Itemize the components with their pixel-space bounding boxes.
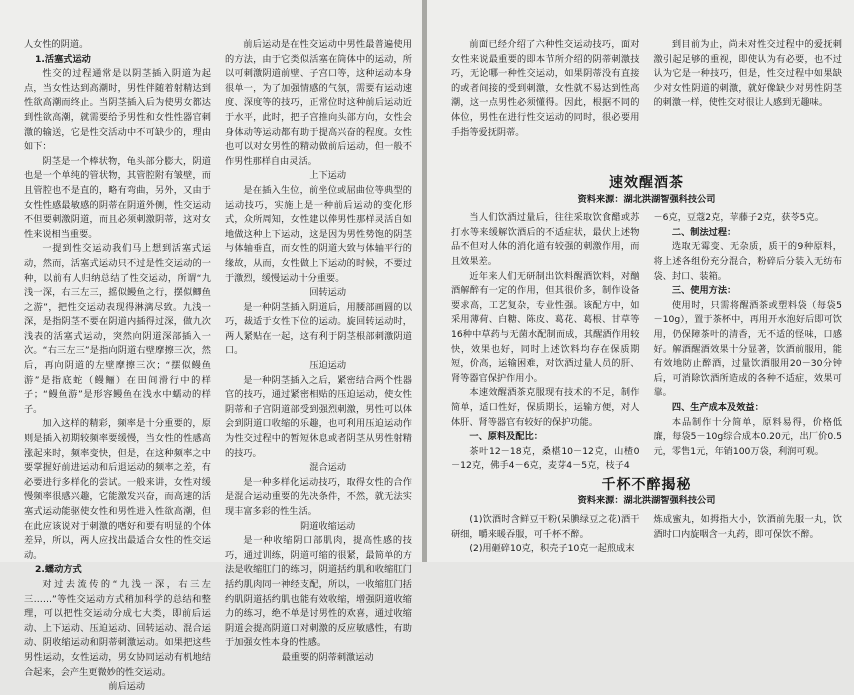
paragraph: 茶叶12－18克，桑椹10－12克，山楂0－12克，佛手4－6克，麦芽4－5克，枝子4 xyxy=(451,445,640,472)
paragraph: 一提到性交运动我们马上想到活塞式运动，然而，活塞式运动只不过是性交运动的一种，以前有人归纳总结了性交运动，所谓“九浅一深，右三左三，摇似鳗鱼之行，摆似鲫鱼之游”，把性交运动表现得淋漓尽致。九浅一深，是指阴茎不要在阴道内插得过深，做九次浅表的活塞式运动，突然向阴道深部插入一次。“右三左三”是指向阴道右壁摩擦三次，然后，再向阴道的左壁摩擦三次；“摆似鳗鱼游”是指底蛇（鳗鲡）在田间滑行中的样子；“鳗鱼游”是形容鳗鱼在浅水中蠕动的样子。 xyxy=(24,243,211,415)
article-column-2 xyxy=(654,513,843,557)
paragraph: 是一种收缩阴口部肌肉，提高性感的技巧，通过训练，阴道可缩的很紧，最简单的方法是收缩肛门的练习，阴道括约肌和收缩肛门括约肌肉同一神经支配，所以，一收缩肛门括约肌阴道括约肌也能有效收缩，增强阴道收缩力的练习，绝不单是讨男性的欢喜，通过收缩阴道会提高阴道口对刺激的反应敏感性，有助于加强女性本身的性感。 xyxy=(225,535,412,649)
article-title: 速效醒酒茶 xyxy=(609,175,684,191)
section-heading: 1.活塞式运动 xyxy=(35,53,91,65)
right-top-column-2 xyxy=(654,38,843,172)
article-column-1 xyxy=(451,513,640,557)
paragraph: 本品制作十分简单，原料易得，价格低廉，每袋5－10g综合成本0.20元，出厂价0.5元，零售1元，年销100万袋，利润可观。 xyxy=(653,416,842,457)
subsection-heading: 阴道收缩运动 xyxy=(300,520,356,532)
paragraph: 选取无霉变、无杂质，质干的9种原料，将上述各组份充分混合，粉碎后分装入无纺布袋、封口、装箱。 xyxy=(653,241,842,282)
left-column-2 xyxy=(225,38,412,663)
paragraph: (1)饮酒时含鲜豆干粉(呆腆绿豆之花)酒干研细，嚼来暖吞服，可千杯不醉。 xyxy=(451,514,640,540)
paragraph: 阴茎是一个棒状物，龟头部分膨大，阴道也是一个单纯的管状物，其管腔附有皱壁，而且管腔也不是直的，略有弯曲，另外，又由于女性性感最敏感的阴蒂在阴道外侧，性交运动不但要刺激阴道，而且必须刺激阴蒂，这对女性来说相当重要。 xyxy=(24,155,211,240)
paragraph: 是一种多样化运动技巧，取得女性的合作是混合运动重要的先决条件，不然，就无法实现丰富多彩的性生活。 xyxy=(225,476,412,517)
paragraph: 炼成蜜丸，如拇指大小，饮酒前先服一丸，饮酒时口内旋咽含一丸药，即可保饮不醉。 xyxy=(653,514,842,540)
right-top-section xyxy=(451,38,842,172)
subsection-heading: 回转运动 xyxy=(309,287,347,299)
article-source: 资料来源：湖北洪湖智强科技公司 xyxy=(577,495,716,507)
right-page xyxy=(427,0,854,562)
paragraph: －6克，豆蔻2克，苹藤子2克，获苓5克。 xyxy=(653,212,824,224)
subsection-heading: 压迫运动 xyxy=(309,360,347,372)
paragraph: 人女性的阴道。 xyxy=(24,39,89,50)
paragraph: 对过去流传的“九浅一深，右三左三……”等性交运动方式稍加科学的总结和整理，可以把性交运动分成七大类，即前后运动、上下运动、压迫运动、回转运动、混合运动、阴收缩运动和阴蒂刺激运动。如果把这些男性运动，女性运动，男女协同运动有机地结合起来，会产生更微妙的性交运动。 xyxy=(24,578,211,678)
article-body xyxy=(451,211,842,474)
paragraph: 是一种阴茎插入阴道后，用腰部画圆的以巧，裁适于女性下位的运动。旋回转运动时，两人紧贴在一起，这有利于阴茎根部刺激阴道口。 xyxy=(225,301,412,357)
paragraph: (2)用砸碎10克，积壳子10克一起煎成末 xyxy=(469,543,635,555)
article-thousand-cups xyxy=(451,478,842,557)
article-column-1 xyxy=(451,211,640,474)
paragraph: 到目前为止，尚未对性交过程中的爱抚刺激引起足够的重视，即使认为有必要，也不过认为它是一种技巧，但是，性交过程中如果缺少对女性阴道的刺激，就好像缺少对男性阴茎的刺激一样，使性交对很让人感到无趣味。 xyxy=(653,39,842,109)
section-heading: 三、使用方法： xyxy=(671,285,737,297)
section-heading: 二、制法过程： xyxy=(671,226,737,238)
subsection-heading: 混合运动 xyxy=(309,462,347,474)
subsection-heading: 上下运动 xyxy=(309,170,347,182)
paragraph: 性交的过程通常是以阴茎插入阴道为起点，当女性达到高潮时，男性伴随着射精达到性欲高潮而终止。当阴茎插入后为使男女都达到性欲高潮，就需要给予男性和女性性器官刺激的输送，它是性交活动中不可缺少的，理由如下： xyxy=(24,68,211,153)
article-hangover-tea xyxy=(451,176,842,474)
article-body xyxy=(451,513,842,557)
paragraph: 使用时，只需将醒酒茶或塑料袋（每袋5－10g），置于茶杯中，再用开水泡好后即可饮用，仍保障茶叶的清香，无不适的怪味，口感好。解酒醒酒效果十分显著，饮酒前服用，能有效地防止醉酒，过量饮酒服用20－30分钟后，可消除饮酒所造成的各种不适症，效果可靠。 xyxy=(653,299,842,399)
paragraph: 近年来人们无研制出饮料醒酒饮料，对酗酒解醉有一定的作用，但其很价多，制作设备要求高，工艺复杂，专业性强。该配方中，如采用薄荷、白糖、陈皮、葛花、葛根、甘草等16种中草药与无菌水配制而成，其醒酒作用较快，效果也好，同时上述饮料均存在保质期短，价高，运输困难，对饮酒过量人员的肝、肾等器官保护作用小。 xyxy=(451,270,640,384)
section-heading: 2.蠕动方式 xyxy=(35,564,82,576)
paragraph: 当人们饮酒过量后，往往采取饮食醋或苏打水等来缓解饮酒后的不适症状，最伏上述物品不但对人体的消化道有较强的刺激作用，而且效果差。 xyxy=(451,212,640,267)
subsection-heading: 最重要的阴蒂刺激运动 xyxy=(281,651,374,663)
article-source: 资料来源：湖北洪湖智强科技公司 xyxy=(577,193,716,205)
section-heading: 四、生产成本及效益： xyxy=(671,401,764,413)
article-title: 千杯不醉揭秘 xyxy=(601,476,692,493)
paragraph: 加入这样的精彩，频率是十分重要的，原则是插入初期较频率要缓慢，当女性的性感高涨起来时，频率变快，但是，在这种频率之中要掌握好前进运动和后退运动的频率之差，有必要进行多样化的尝试。一般来讲，女性对缓慢频率很感兴趣，它能激发兴奋，而高速的活塞式运动能驱使女性和男性进入性欲高潮，但在此应该说对于刺激的嗜好和要有明显的个体差异，所以，两人应找出最适合女性的性交运动。 xyxy=(24,418,211,561)
paragraph: 前后运动是在性交运动中男性最普遍使用的方法，由于它类似活塞在筒体中的运动，所以可刺激阴道前壁、子宫口等，这种运动本身很单一，为了加强情感的气氛，需要有运动速度、深度等的技巧，正常位时这种前后运动近于水平，此时，把子宫推向头部方向，女性会身体动等运动都有助于提高兴奋的程度。女性也可以对女男性的精动做前后运动，但一般不作男性那样自由灵活。 xyxy=(225,39,412,167)
paragraph: 是在插入生位，前坐位或屈曲位等典型的运动技巧，实施上是一种前后运动的变化形式，众所周知，女性建以俸男性那样灵活自如地做这种上下运动，这是因为男性势饱的阴茎与体轴垂直，而女性的阴道大致与体轴平行的缘故，从而，女性做上下运动的时候，不要过于激烈，缓慢运动十分重要。 xyxy=(225,184,412,284)
paragraph: 是一种阴茎插入之后，紧密结合两个性器官的技巧，通过紧密相贴的压迫运动，使女性阴蒂和子宫阴道部受到强烈刺激，男性可以体会到阴道口收缩的乐趣，也可利用压迫运动作为性交过程中的暂短休息或者阴茎从男性射精的技巧。 xyxy=(225,374,412,459)
paragraph: 前面已经介绍了六种性交运动技巧，面对女性来说最重要的即本节所介绍的阴蒂刺激技巧，无论哪一种性交运动，如果阴蒂没有直接的或者间接的受到刺激，女性就不易达到性高潮，这一点男性必须懂得。因此，根据不同的体位，男性在进行性交运动的同时，很必要用手指等爱抚阴蒂。 xyxy=(451,39,640,138)
subsection-heading: 前后运动 xyxy=(108,681,146,693)
article-column-2 xyxy=(654,211,843,474)
left-column-1 xyxy=(24,38,211,693)
left-page-columns xyxy=(24,38,412,693)
section-heading: 一、原料及配比： xyxy=(469,431,543,443)
right-top-column-1 xyxy=(451,38,640,172)
left-page xyxy=(0,0,422,693)
paragraph: 本速效醒酒茶克服现有技术的不足，制作简单，适口性好，保质期长，运输方便，对人体肝、肾等器官有较好的保护功能。 xyxy=(451,387,640,428)
